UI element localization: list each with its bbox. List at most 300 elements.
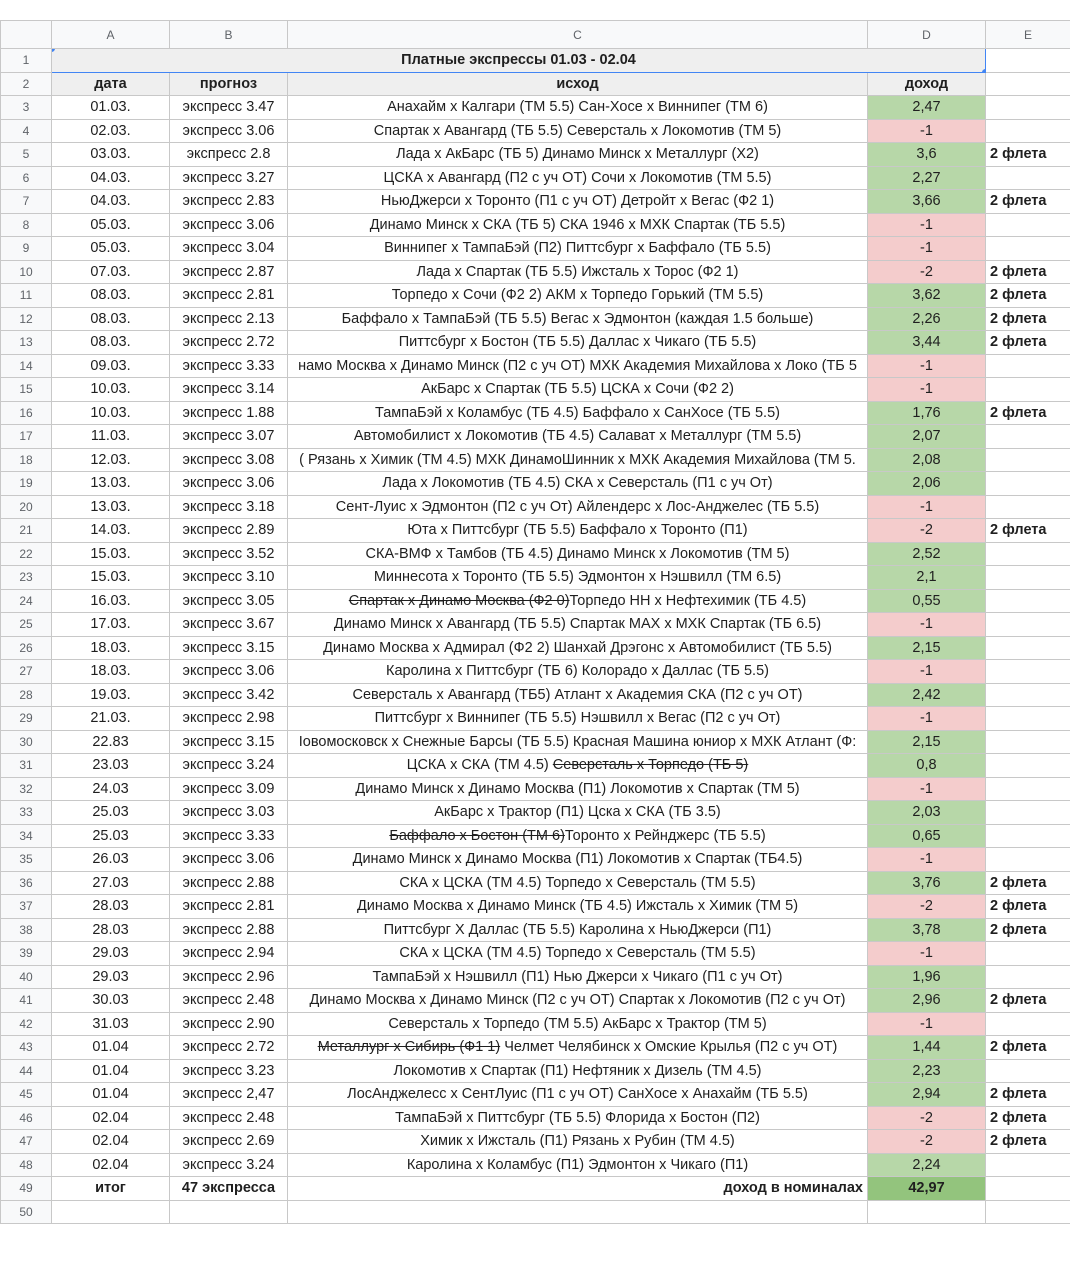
outcome-cell[interactable] bbox=[288, 472, 868, 496]
date-cell[interactable]: 07.03. bbox=[52, 260, 170, 284]
income-cell[interactable]: -1 bbox=[868, 613, 986, 637]
forecast-cell[interactable]: экспресс 3.06 bbox=[170, 213, 288, 237]
forecast-cell[interactable]: экспресс 3.06 bbox=[170, 660, 288, 684]
outcome-cell[interactable] bbox=[288, 1059, 868, 1083]
row-number[interactable]: 11 bbox=[1, 284, 52, 308]
row-number[interactable]: 1 bbox=[1, 49, 52, 73]
note-cell[interactable]: 2 флета bbox=[986, 1130, 1070, 1154]
income-cell[interactable]: 3,78 bbox=[868, 918, 986, 942]
note-cell[interactable] bbox=[986, 754, 1070, 778]
date-cell[interactable]: 25.03 bbox=[52, 801, 170, 825]
forecast-cell[interactable]: экспресс 2.81 bbox=[170, 895, 288, 919]
income-cell[interactable]: -1 bbox=[868, 660, 986, 684]
row-number[interactable]: 39 bbox=[1, 942, 52, 966]
note-cell[interactable]: 2 флета bbox=[986, 143, 1070, 167]
income-cell[interactable]: -2 bbox=[868, 895, 986, 919]
selection-handle-top-left[interactable] bbox=[52, 49, 56, 53]
note-cell[interactable] bbox=[986, 777, 1070, 801]
empty-cell[interactable] bbox=[288, 1200, 868, 1224]
outcome-cell[interactable] bbox=[288, 190, 868, 214]
income-cell[interactable]: 0,8 bbox=[868, 754, 986, 778]
outcome-cell[interactable] bbox=[288, 1130, 868, 1154]
note-cell[interactable]: 2 флета bbox=[986, 871, 1070, 895]
date-cell[interactable]: 01.03. bbox=[52, 96, 170, 120]
date-cell[interactable]: 29.03 bbox=[52, 942, 170, 966]
forecast-cell[interactable]: экспресс 3.15 bbox=[170, 730, 288, 754]
row-number[interactable]: 34 bbox=[1, 824, 52, 848]
outcome-cell[interactable] bbox=[288, 566, 868, 590]
note-cell[interactable]: 2 флета bbox=[986, 895, 1070, 919]
note-cell[interactable] bbox=[986, 119, 1070, 143]
income-cell[interactable]: -1 bbox=[868, 707, 986, 731]
row-number[interactable]: 7 bbox=[1, 190, 52, 214]
income-cell[interactable]: 2,27 bbox=[868, 166, 986, 190]
note-cell[interactable]: 2 флета bbox=[986, 401, 1070, 425]
note-cell[interactable] bbox=[986, 425, 1070, 449]
row-number[interactable]: 22 bbox=[1, 542, 52, 566]
outcome-cell[interactable] bbox=[288, 871, 868, 895]
column-header-b[interactable]: B bbox=[170, 21, 288, 49]
note-cell[interactable]: 2 флета bbox=[986, 1106, 1070, 1130]
note-cell[interactable] bbox=[986, 965, 1070, 989]
row-number[interactable]: 42 bbox=[1, 1012, 52, 1036]
income-cell[interactable]: 0,55 bbox=[868, 589, 986, 613]
row-number[interactable]: 12 bbox=[1, 307, 52, 331]
empty-cell[interactable] bbox=[986, 1200, 1070, 1224]
empty-cell[interactable] bbox=[52, 1200, 170, 1224]
row-number[interactable]: 36 bbox=[1, 871, 52, 895]
income-cell[interactable]: 0,65 bbox=[868, 824, 986, 848]
date-cell[interactable]: 13.03. bbox=[52, 472, 170, 496]
income-cell[interactable]: -1 bbox=[868, 378, 986, 402]
outcome-cell[interactable] bbox=[288, 824, 868, 848]
date-cell[interactable]: 05.03. bbox=[52, 237, 170, 261]
forecast-cell[interactable]: экспресс 3.09 bbox=[170, 777, 288, 801]
row-number[interactable]: 2 bbox=[1, 72, 52, 96]
date-cell[interactable]: 08.03. bbox=[52, 307, 170, 331]
note-cell[interactable] bbox=[986, 213, 1070, 237]
note-cell[interactable] bbox=[986, 824, 1070, 848]
note-cell[interactable]: 2 флета bbox=[986, 260, 1070, 284]
income-cell[interactable]: 2,96 bbox=[868, 989, 986, 1013]
date-cell[interactable]: 04.03. bbox=[52, 166, 170, 190]
forecast-cell[interactable]: экспресс 3.67 bbox=[170, 613, 288, 637]
forecast-cell[interactable]: экспресс 1.88 bbox=[170, 401, 288, 425]
row-number[interactable]: 16 bbox=[1, 401, 52, 425]
date-cell[interactable]: 18.03. bbox=[52, 636, 170, 660]
forecast-cell[interactable]: экспресс 2.88 bbox=[170, 918, 288, 942]
income-cell[interactable]: 2,08 bbox=[868, 448, 986, 472]
date-cell[interactable]: 10.03. bbox=[52, 378, 170, 402]
date-cell[interactable]: 13.03. bbox=[52, 495, 170, 519]
outcome-cell[interactable] bbox=[288, 965, 868, 989]
note-cell[interactable]: 2 флета bbox=[986, 331, 1070, 355]
date-cell[interactable]: 22.83 bbox=[52, 730, 170, 754]
forecast-cell[interactable]: экспресс 2.48 bbox=[170, 1106, 288, 1130]
note-cell[interactable] bbox=[986, 1012, 1070, 1036]
outcome-cell[interactable] bbox=[288, 378, 868, 402]
note-cell[interactable]: 2 флета bbox=[986, 1083, 1070, 1107]
note-cell[interactable] bbox=[986, 589, 1070, 613]
row-number[interactable]: 45 bbox=[1, 1083, 52, 1107]
date-cell[interactable]: 10.03. bbox=[52, 401, 170, 425]
forecast-cell[interactable]: экспресс 2.98 bbox=[170, 707, 288, 731]
note-cell[interactable] bbox=[986, 683, 1070, 707]
income-cell[interactable]: 2,23 bbox=[868, 1059, 986, 1083]
date-cell[interactable]: 03.03. bbox=[52, 143, 170, 167]
forecast-cell[interactable]: экспресс 3.15 bbox=[170, 636, 288, 660]
forecast-cell[interactable]: экспресс 3.06 bbox=[170, 472, 288, 496]
outcome-cell[interactable] bbox=[288, 942, 868, 966]
cell-e49[interactable] bbox=[986, 1177, 1070, 1201]
date-cell[interactable]: 31.03 bbox=[52, 1012, 170, 1036]
row-number[interactable]: 20 bbox=[1, 495, 52, 519]
row-number[interactable]: 30 bbox=[1, 730, 52, 754]
row-number[interactable]: 5 bbox=[1, 143, 52, 167]
forecast-cell[interactable]: экспресс 2.94 bbox=[170, 942, 288, 966]
date-cell[interactable]: 12.03. bbox=[52, 448, 170, 472]
date-cell[interactable]: 21.03. bbox=[52, 707, 170, 731]
forecast-cell[interactable]: экспресс 3.47 bbox=[170, 96, 288, 120]
income-cell[interactable]: -2 bbox=[868, 1106, 986, 1130]
outcome-cell[interactable] bbox=[288, 1106, 868, 1130]
note-cell[interactable] bbox=[986, 166, 1070, 190]
outcome-cell[interactable] bbox=[288, 707, 868, 731]
date-cell[interactable]: 01.04 bbox=[52, 1036, 170, 1060]
date-cell[interactable]: 27.03 bbox=[52, 871, 170, 895]
forecast-cell[interactable]: экспресс 2.13 bbox=[170, 307, 288, 331]
row-number[interactable]: 23 bbox=[1, 566, 52, 590]
note-cell[interactable] bbox=[986, 801, 1070, 825]
note-cell[interactable] bbox=[986, 378, 1070, 402]
row-number[interactable]: 41 bbox=[1, 989, 52, 1013]
column-header-c[interactable]: C bbox=[288, 21, 868, 49]
forecast-cell[interactable]: экспресс 3.52 bbox=[170, 542, 288, 566]
row-number[interactable]: 44 bbox=[1, 1059, 52, 1083]
forecast-cell[interactable]: экспресс 2.72 bbox=[170, 1036, 288, 1060]
row-number[interactable]: 6 bbox=[1, 166, 52, 190]
income-cell[interactable]: -2 bbox=[868, 519, 986, 543]
note-cell[interactable] bbox=[986, 237, 1070, 261]
date-cell[interactable]: 08.03. bbox=[52, 284, 170, 308]
forecast-cell[interactable]: экспресс 2.96 bbox=[170, 965, 288, 989]
outcome-cell[interactable] bbox=[288, 237, 868, 261]
forecast-cell[interactable]: экспресс 2.88 bbox=[170, 871, 288, 895]
row-number[interactable]: 18 bbox=[1, 448, 52, 472]
empty-cell[interactable] bbox=[868, 1200, 986, 1224]
forecast-cell[interactable]: экспресс 3.08 bbox=[170, 448, 288, 472]
header-outcome[interactable]: исход bbox=[288, 72, 868, 96]
forecast-cell[interactable]: экспресс 3.05 bbox=[170, 589, 288, 613]
note-cell[interactable]: 2 флета bbox=[986, 1036, 1070, 1060]
row-number[interactable]: 50 bbox=[1, 1200, 52, 1224]
outcome-cell[interactable] bbox=[288, 260, 868, 284]
income-cell[interactable]: 2,03 bbox=[868, 801, 986, 825]
date-cell[interactable]: 18.03. bbox=[52, 660, 170, 684]
outcome-cell[interactable] bbox=[288, 660, 868, 684]
income-cell[interactable]: 3,6 bbox=[868, 143, 986, 167]
forecast-cell[interactable]: экспресс 3.42 bbox=[170, 683, 288, 707]
forecast-cell[interactable]: экспресс 3.18 bbox=[170, 495, 288, 519]
forecast-cell[interactable]: экспресс 2.69 bbox=[170, 1130, 288, 1154]
forecast-cell[interactable]: экспресс 3.24 bbox=[170, 754, 288, 778]
date-cell[interactable]: 04.03. bbox=[52, 190, 170, 214]
forecast-cell[interactable]: экспресс 2.83 bbox=[170, 190, 288, 214]
date-cell[interactable]: 17.03. bbox=[52, 613, 170, 637]
cell-e1[interactable] bbox=[986, 49, 1070, 73]
row-number[interactable]: 15 bbox=[1, 378, 52, 402]
note-cell[interactable]: 2 флета bbox=[986, 284, 1070, 308]
date-cell[interactable]: 14.03. bbox=[52, 519, 170, 543]
income-cell[interactable]: -1 bbox=[868, 354, 986, 378]
header-date[interactable]: дата bbox=[52, 72, 170, 96]
row-number[interactable]: 13 bbox=[1, 331, 52, 355]
note-cell[interactable] bbox=[986, 495, 1070, 519]
row-number[interactable]: 24 bbox=[1, 589, 52, 613]
row-number[interactable]: 33 bbox=[1, 801, 52, 825]
outcome-cell[interactable] bbox=[288, 895, 868, 919]
income-cell[interactable]: -1 bbox=[868, 213, 986, 237]
income-cell[interactable]: -1 bbox=[868, 495, 986, 519]
income-cell[interactable]: 2,24 bbox=[868, 1153, 986, 1177]
forecast-cell[interactable]: экспресс 2.48 bbox=[170, 989, 288, 1013]
income-cell[interactable]: 2,06 bbox=[868, 472, 986, 496]
outcome-cell[interactable] bbox=[288, 401, 868, 425]
date-cell[interactable]: 24.03 bbox=[52, 777, 170, 801]
note-cell[interactable] bbox=[986, 1059, 1070, 1083]
outcome-cell[interactable] bbox=[288, 1083, 868, 1107]
row-number[interactable]: 8 bbox=[1, 213, 52, 237]
income-cell[interactable]: 2,52 bbox=[868, 542, 986, 566]
outcome-cell[interactable] bbox=[288, 730, 868, 754]
forecast-cell[interactable]: экспресс 3.33 bbox=[170, 824, 288, 848]
income-cell[interactable]: 3,62 bbox=[868, 284, 986, 308]
date-cell[interactable]: 11.03. bbox=[52, 425, 170, 449]
outcome-cell[interactable] bbox=[288, 448, 868, 472]
date-cell[interactable]: 01.04 bbox=[52, 1059, 170, 1083]
forecast-cell[interactable]: экспресс 2.72 bbox=[170, 331, 288, 355]
row-number[interactable]: 10 bbox=[1, 260, 52, 284]
income-cell[interactable]: 1,96 bbox=[868, 965, 986, 989]
forecast-cell[interactable]: экспресс 2.90 bbox=[170, 1012, 288, 1036]
note-cell[interactable]: 2 флета bbox=[986, 519, 1070, 543]
income-cell[interactable]: -1 bbox=[868, 848, 986, 872]
outcome-cell[interactable] bbox=[288, 96, 868, 120]
note-cell[interactable]: 2 флета bbox=[986, 307, 1070, 331]
income-cell[interactable]: -1 bbox=[868, 237, 986, 261]
date-cell[interactable]: 28.03 bbox=[52, 918, 170, 942]
note-cell[interactable] bbox=[986, 730, 1070, 754]
date-cell[interactable]: 02.04 bbox=[52, 1130, 170, 1154]
note-cell[interactable] bbox=[986, 707, 1070, 731]
date-cell[interactable]: 29.03 bbox=[52, 965, 170, 989]
date-cell[interactable]: 08.03. bbox=[52, 331, 170, 355]
outcome-cell[interactable] bbox=[288, 519, 868, 543]
row-number[interactable]: 46 bbox=[1, 1106, 52, 1130]
outcome-cell[interactable] bbox=[288, 354, 868, 378]
outcome-cell[interactable] bbox=[288, 801, 868, 825]
income-cell[interactable]: -1 bbox=[868, 1012, 986, 1036]
outcome-cell[interactable] bbox=[288, 213, 868, 237]
note-cell[interactable]: 2 флета bbox=[986, 918, 1070, 942]
forecast-cell[interactable]: экспресс 3.03 bbox=[170, 801, 288, 825]
outcome-cell[interactable] bbox=[288, 777, 868, 801]
forecast-cell[interactable]: экспресс 3.06 bbox=[170, 119, 288, 143]
row-number[interactable]: 25 bbox=[1, 613, 52, 637]
outcome-cell[interactable] bbox=[288, 542, 868, 566]
income-cell[interactable]: 2,1 bbox=[868, 566, 986, 590]
date-cell[interactable]: 02.04 bbox=[52, 1153, 170, 1177]
outcome-cell[interactable] bbox=[288, 918, 868, 942]
note-cell[interactable] bbox=[986, 1153, 1070, 1177]
outcome-cell[interactable] bbox=[288, 613, 868, 637]
income-cell[interactable]: -1 bbox=[868, 119, 986, 143]
note-cell[interactable]: 2 флета bbox=[986, 190, 1070, 214]
forecast-cell[interactable]: экспресс 3.23 bbox=[170, 1059, 288, 1083]
forecast-cell[interactable]: экспресс 3.14 bbox=[170, 378, 288, 402]
row-number[interactable]: 9 bbox=[1, 237, 52, 261]
selection-handle-bottom-right[interactable] bbox=[982, 69, 986, 73]
note-cell[interactable] bbox=[986, 472, 1070, 496]
forecast-cell[interactable]: экспресс 3.06 bbox=[170, 848, 288, 872]
row-number[interactable]: 43 bbox=[1, 1036, 52, 1060]
date-cell[interactable]: 30.03 bbox=[52, 989, 170, 1013]
note-cell[interactable] bbox=[986, 613, 1070, 637]
total-label[interactable]: итог bbox=[52, 1177, 170, 1201]
header-income[interactable]: доход bbox=[868, 72, 986, 96]
note-cell[interactable] bbox=[986, 448, 1070, 472]
outcome-cell[interactable] bbox=[288, 1153, 868, 1177]
row-number[interactable]: 26 bbox=[1, 636, 52, 660]
outcome-cell[interactable] bbox=[288, 589, 868, 613]
income-cell[interactable]: 2,42 bbox=[868, 683, 986, 707]
date-cell[interactable]: 16.03. bbox=[52, 589, 170, 613]
note-cell[interactable] bbox=[986, 354, 1070, 378]
outcome-cell[interactable] bbox=[288, 1012, 868, 1036]
note-cell[interactable] bbox=[986, 542, 1070, 566]
income-cell[interactable]: 2,07 bbox=[868, 425, 986, 449]
outcome-cell[interactable] bbox=[288, 425, 868, 449]
income-cell[interactable]: -1 bbox=[868, 942, 986, 966]
income-cell[interactable]: 1,44 bbox=[868, 1036, 986, 1060]
forecast-cell[interactable]: экспресс 3.27 bbox=[170, 166, 288, 190]
row-number[interactable]: 17 bbox=[1, 425, 52, 449]
row-number[interactable]: 37 bbox=[1, 895, 52, 919]
date-cell[interactable]: 02.04 bbox=[52, 1106, 170, 1130]
column-header-d[interactable]: D bbox=[868, 21, 986, 49]
income-cell[interactable]: 2,26 bbox=[868, 307, 986, 331]
income-cell[interactable]: -2 bbox=[868, 260, 986, 284]
total-count[interactable]: 47 экспресса bbox=[170, 1177, 288, 1201]
outcome-cell[interactable] bbox=[288, 166, 868, 190]
row-number[interactable]: 49 bbox=[1, 1177, 52, 1201]
forecast-cell[interactable]: экспресс 2.8 bbox=[170, 143, 288, 167]
income-cell[interactable]: -2 bbox=[868, 1130, 986, 1154]
note-cell[interactable] bbox=[986, 636, 1070, 660]
outcome-cell[interactable] bbox=[288, 848, 868, 872]
row-number[interactable]: 31 bbox=[1, 754, 52, 778]
column-header-e[interactable]: E bbox=[986, 21, 1070, 49]
outcome-cell[interactable] bbox=[288, 119, 868, 143]
forecast-cell[interactable]: экспресс 2.87 bbox=[170, 260, 288, 284]
row-number[interactable]: 28 bbox=[1, 683, 52, 707]
outcome-cell[interactable] bbox=[288, 683, 868, 707]
outcome-cell[interactable] bbox=[288, 331, 868, 355]
row-number[interactable]: 19 bbox=[1, 472, 52, 496]
forecast-cell[interactable]: экспресс 3.04 bbox=[170, 237, 288, 261]
date-cell[interactable]: 02.03. bbox=[52, 119, 170, 143]
cell-e2[interactable] bbox=[986, 72, 1070, 96]
income-cell[interactable]: 1,76 bbox=[868, 401, 986, 425]
date-cell[interactable]: 23.03 bbox=[52, 754, 170, 778]
outcome-cell[interactable] bbox=[288, 495, 868, 519]
title-cell[interactable] bbox=[52, 49, 986, 73]
income-cell[interactable]: 3,44 bbox=[868, 331, 986, 355]
note-cell[interactable] bbox=[986, 848, 1070, 872]
column-header-a[interactable]: A bbox=[52, 21, 170, 49]
row-number[interactable]: 3 bbox=[1, 96, 52, 120]
date-cell[interactable]: 05.03. bbox=[52, 213, 170, 237]
empty-cell[interactable] bbox=[170, 1200, 288, 1224]
date-cell[interactable]: 09.03. bbox=[52, 354, 170, 378]
header-forecast[interactable]: прогноз bbox=[170, 72, 288, 96]
date-cell[interactable]: 19.03. bbox=[52, 683, 170, 707]
row-number[interactable]: 47 bbox=[1, 1130, 52, 1154]
outcome-cell[interactable] bbox=[288, 143, 868, 167]
outcome-cell[interactable] bbox=[288, 989, 868, 1013]
forecast-cell[interactable]: экспресс 3.10 bbox=[170, 566, 288, 590]
forecast-cell[interactable]: экспресс 2.89 bbox=[170, 519, 288, 543]
date-cell[interactable]: 15.03. bbox=[52, 566, 170, 590]
outcome-cell[interactable] bbox=[288, 307, 868, 331]
income-cell[interactable]: 2,15 bbox=[868, 730, 986, 754]
income-cell[interactable]: -1 bbox=[868, 777, 986, 801]
income-cell[interactable]: 2,15 bbox=[868, 636, 986, 660]
row-number[interactable]: 38 bbox=[1, 918, 52, 942]
row-number[interactable]: 32 bbox=[1, 777, 52, 801]
date-cell[interactable]: 25.03 bbox=[52, 824, 170, 848]
date-cell[interactable]: 15.03. bbox=[52, 542, 170, 566]
note-cell[interactable] bbox=[986, 660, 1070, 684]
forecast-cell[interactable]: экспресс 3.24 bbox=[170, 1153, 288, 1177]
row-number[interactable]: 35 bbox=[1, 848, 52, 872]
row-number[interactable]: 21 bbox=[1, 519, 52, 543]
date-cell[interactable]: 01.04 bbox=[52, 1083, 170, 1107]
row-number[interactable]: 40 bbox=[1, 965, 52, 989]
forecast-cell[interactable]: экспресс 2,47 bbox=[170, 1083, 288, 1107]
row-number[interactable]: 14 bbox=[1, 354, 52, 378]
total-income-label[interactable]: доход в номиналах bbox=[288, 1177, 868, 1201]
row-number[interactable]: 27 bbox=[1, 660, 52, 684]
income-cell[interactable]: 2,47 bbox=[868, 96, 986, 120]
total-income-value[interactable]: 42,97 bbox=[868, 1177, 986, 1201]
outcome-cell[interactable] bbox=[288, 636, 868, 660]
forecast-cell[interactable]: экспресс 2.81 bbox=[170, 284, 288, 308]
income-cell[interactable]: 2,94 bbox=[868, 1083, 986, 1107]
note-cell[interactable] bbox=[986, 566, 1070, 590]
income-cell[interactable]: 3,76 bbox=[868, 871, 986, 895]
outcome-cell[interactable] bbox=[288, 284, 868, 308]
outcome-cell[interactable] bbox=[288, 1036, 868, 1060]
note-cell[interactable] bbox=[986, 942, 1070, 966]
date-cell[interactable]: 28.03 bbox=[52, 895, 170, 919]
note-cell[interactable] bbox=[986, 96, 1070, 120]
row-number[interactable]: 4 bbox=[1, 119, 52, 143]
income-cell[interactable]: 3,66 bbox=[868, 190, 986, 214]
forecast-cell[interactable]: экспресс 3.33 bbox=[170, 354, 288, 378]
outcome-cell[interactable] bbox=[288, 754, 868, 778]
date-cell[interactable]: 26.03 bbox=[52, 848, 170, 872]
